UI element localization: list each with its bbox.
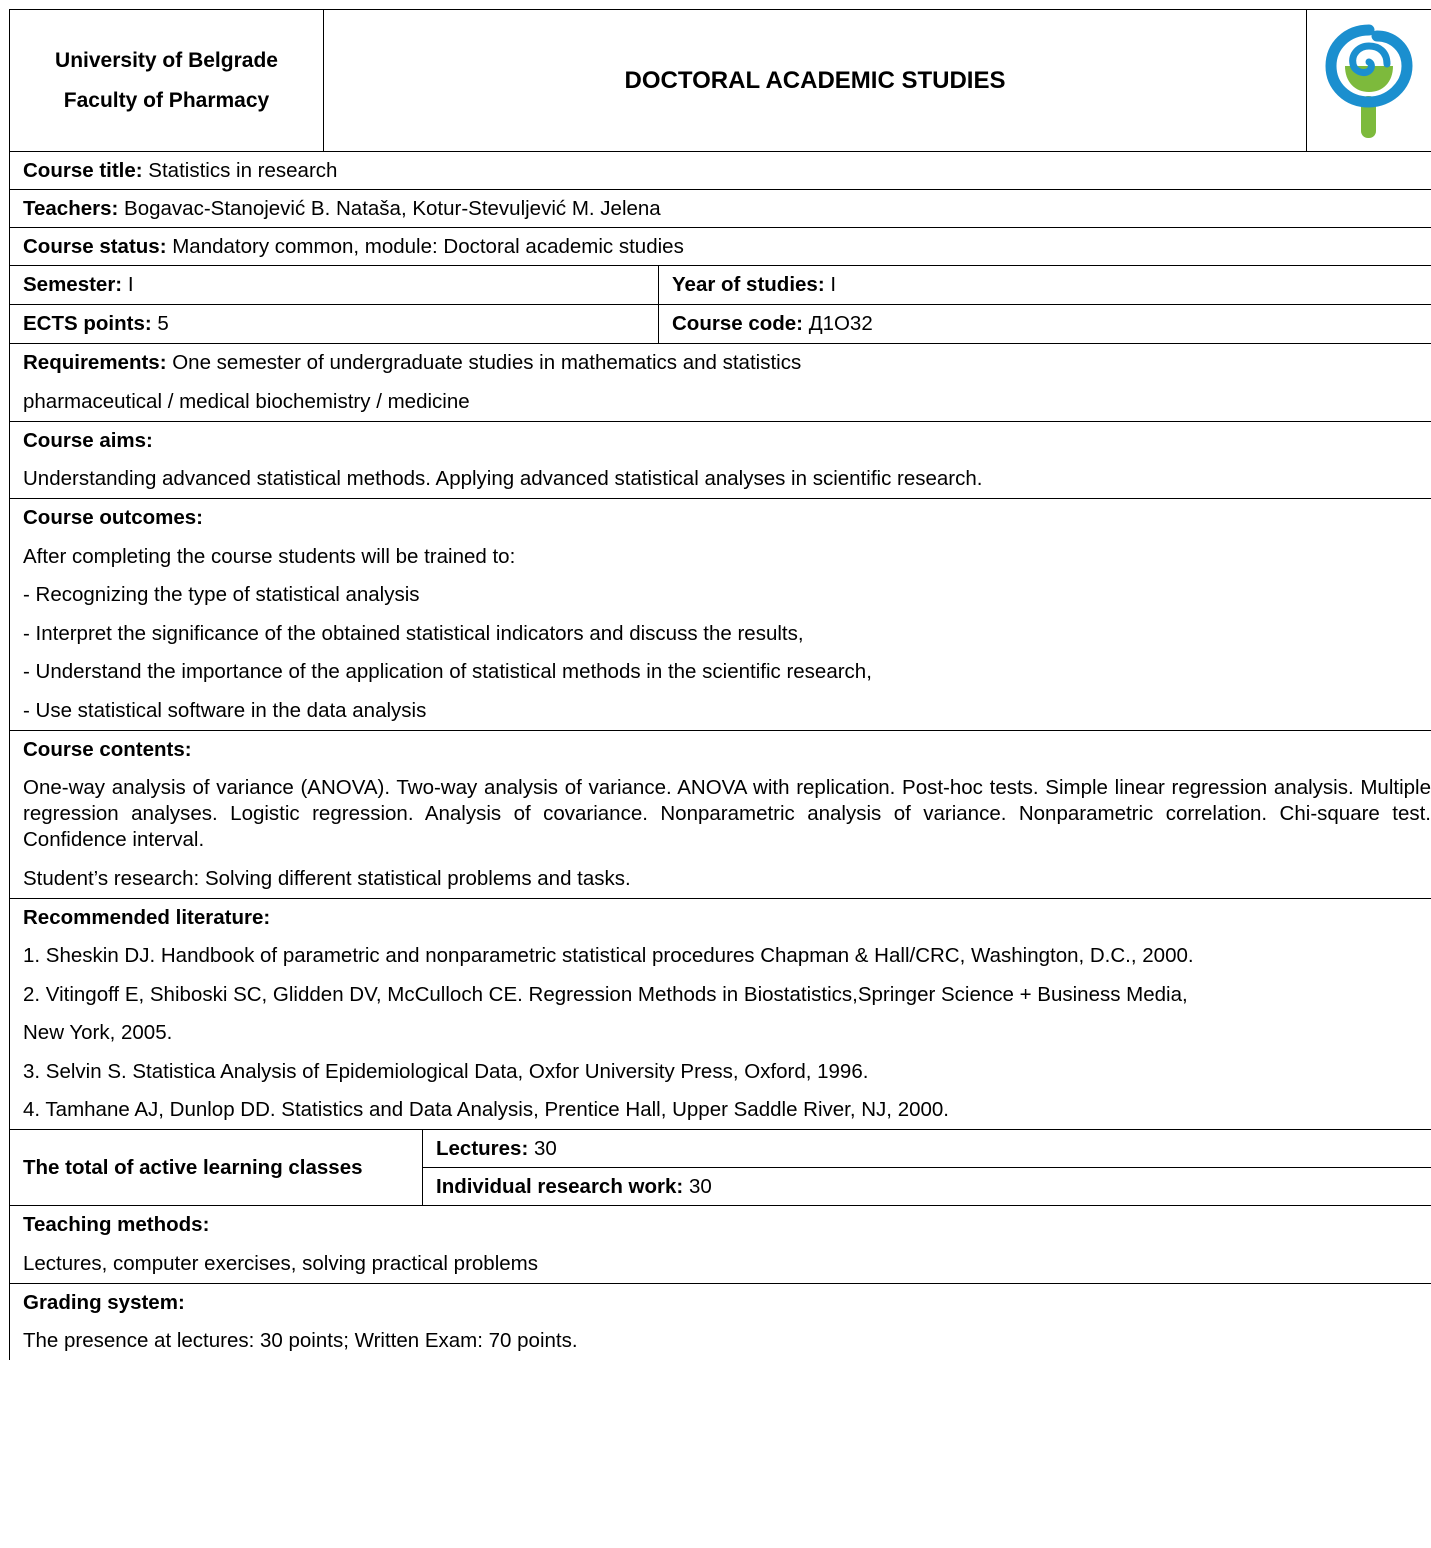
semester-label: Semester: xyxy=(23,273,123,296)
course-title-label: Course title: xyxy=(23,158,143,182)
year-label: Year of studies: xyxy=(672,273,825,296)
course-aims-text: Understanding advanced statistical methods. Applying advanced statistical analyses in scientific research. xyxy=(23,467,983,490)
grading-system-label: Grading system: xyxy=(23,1290,185,1314)
requirements-line2: pharmaceutical / medical biochemistry / medicine xyxy=(23,389,470,413)
semester-value: I xyxy=(122,273,134,296)
grading-system-row xyxy=(10,1284,1431,1361)
course-status-value: Mandatory common, module: Doctoral academic studies xyxy=(166,234,684,258)
active-classes-row xyxy=(10,1130,1431,1206)
course-outcomes-row xyxy=(10,499,1431,731)
faculty-name: Faculty of Pharmacy xyxy=(63,88,270,112)
literature-item: 3. Selvin S. Statistica Analysis of Epidemiological Data, Oxfor University Press, Oxford, 1996. xyxy=(23,1059,869,1083)
requirements-label: Requirements: xyxy=(23,351,167,374)
course-aims-row xyxy=(10,422,1431,500)
literature-item: New York, 2005. xyxy=(23,1021,173,1044)
outcome-line: - Use statistical software in the data analysis xyxy=(23,698,427,722)
research-work-value: 30 xyxy=(688,1174,712,1198)
course-contents-row xyxy=(10,731,1431,899)
course-contents-label: Course contents: xyxy=(23,737,192,761)
recommended-literature-row xyxy=(10,899,1431,1131)
lectures-cell xyxy=(423,1130,1431,1168)
research-work-label: Individual research work: xyxy=(436,1174,684,1198)
ects-cell xyxy=(10,305,659,343)
faculty-logo-icon xyxy=(1323,22,1415,140)
semester-year-row xyxy=(10,266,1431,305)
course-code-value: Д1О32 xyxy=(803,312,873,335)
grading-system-text: The presence at lectures: 30 points; Written Exam: 70 points. xyxy=(23,1329,578,1352)
course-outcomes-label: Course outcomes: xyxy=(23,506,203,529)
logo-cell xyxy=(1307,10,1431,151)
active-classes-label: The total of active learning classes xyxy=(10,1130,423,1205)
teaching-methods-label: Teaching methods: xyxy=(23,1213,210,1236)
course-code-label: Course code: xyxy=(672,312,803,335)
course-title-value: Statistics in research xyxy=(142,158,338,182)
header-row xyxy=(10,10,1431,152)
outcome-line: After completing the course students will be trained to: xyxy=(23,544,516,568)
course-status-row xyxy=(10,228,1431,266)
teachers-label: Teachers: xyxy=(23,196,119,220)
course-contents-paragraph: One-way analysis of variance (ANOVA). Two-way analysis of variance. ANOVA with replication. Post-hoc tests. Simple linear regression analysis. Multiple regression analyses. Logistic regression. Analysis of covariance. Nonparametric analysis of variance. Nonparametric correlation. Chi-square test. Confidence interval. xyxy=(23,776,1431,851)
course-syllabus-table xyxy=(9,9,1431,1360)
teaching-methods-row xyxy=(10,1206,1431,1284)
year-value: I xyxy=(824,273,837,296)
course-status-label: Course status: xyxy=(23,234,167,258)
teaching-methods-text: Lectures, computer exercises, solving practical problems xyxy=(23,1251,538,1275)
teachers-row xyxy=(10,190,1431,228)
ects-label: ECTS points: xyxy=(23,312,152,335)
semester-cell xyxy=(10,266,659,304)
ects-value: 5 xyxy=(151,312,169,335)
requirements-value: One semester of undergraduate studies in mathematics and statistics xyxy=(166,351,802,374)
ects-code-row xyxy=(10,305,1431,344)
student-research-text: Student’s research: Solving different statistical problems and tasks. xyxy=(23,866,631,890)
literature-item: 2. Vitingoff E, Shiboski SC, Glidden DV, McCulloch CE. Regression Methods in Biostatistics,Springer Science + Business Media, xyxy=(23,982,1188,1006)
lectures-label: Lectures: xyxy=(436,1136,529,1160)
literature-item: 1. Sheskin DJ. Handbook of parametric and nonparametric statistical procedures Chapman & Hall/CRC, Washington, D.C., 2000. xyxy=(23,944,1194,967)
research-work-cell xyxy=(423,1168,1431,1205)
outcome-line: - Understand the importance of the application of statistical methods in the scientific research, xyxy=(23,660,872,683)
outcome-line: - Interpret the significance of the obtained statistical indicators and discuss the results, xyxy=(23,621,804,645)
literature-item: 4. Tamhane AJ, Dunlop DD. Statistics and Data Analysis, Prentice Hall, Upper Saddle River, NJ, 2000. xyxy=(23,1098,950,1121)
course-aims-label: Course aims: xyxy=(23,428,153,452)
university-name: University of Belgrade xyxy=(55,48,278,72)
document-title: DOCTORAL ACADEMIC STUDIES xyxy=(324,10,1307,151)
teachers-value: Bogavac-Stanojević B. Nataša, Kotur-Stevuljević M. Jelena xyxy=(118,196,661,220)
outcome-line: - Recognizing the type of statistical analysis xyxy=(23,583,420,606)
year-cell xyxy=(659,266,1431,304)
course-title-row xyxy=(10,152,1431,190)
active-classes-values xyxy=(423,1130,1431,1205)
lectures-value: 30 xyxy=(533,1136,557,1160)
requirements-row xyxy=(10,344,1431,422)
recommended-literature-label: Recommended literature: xyxy=(23,905,271,929)
institution-cell xyxy=(10,10,324,151)
course-code-cell xyxy=(659,305,1431,343)
